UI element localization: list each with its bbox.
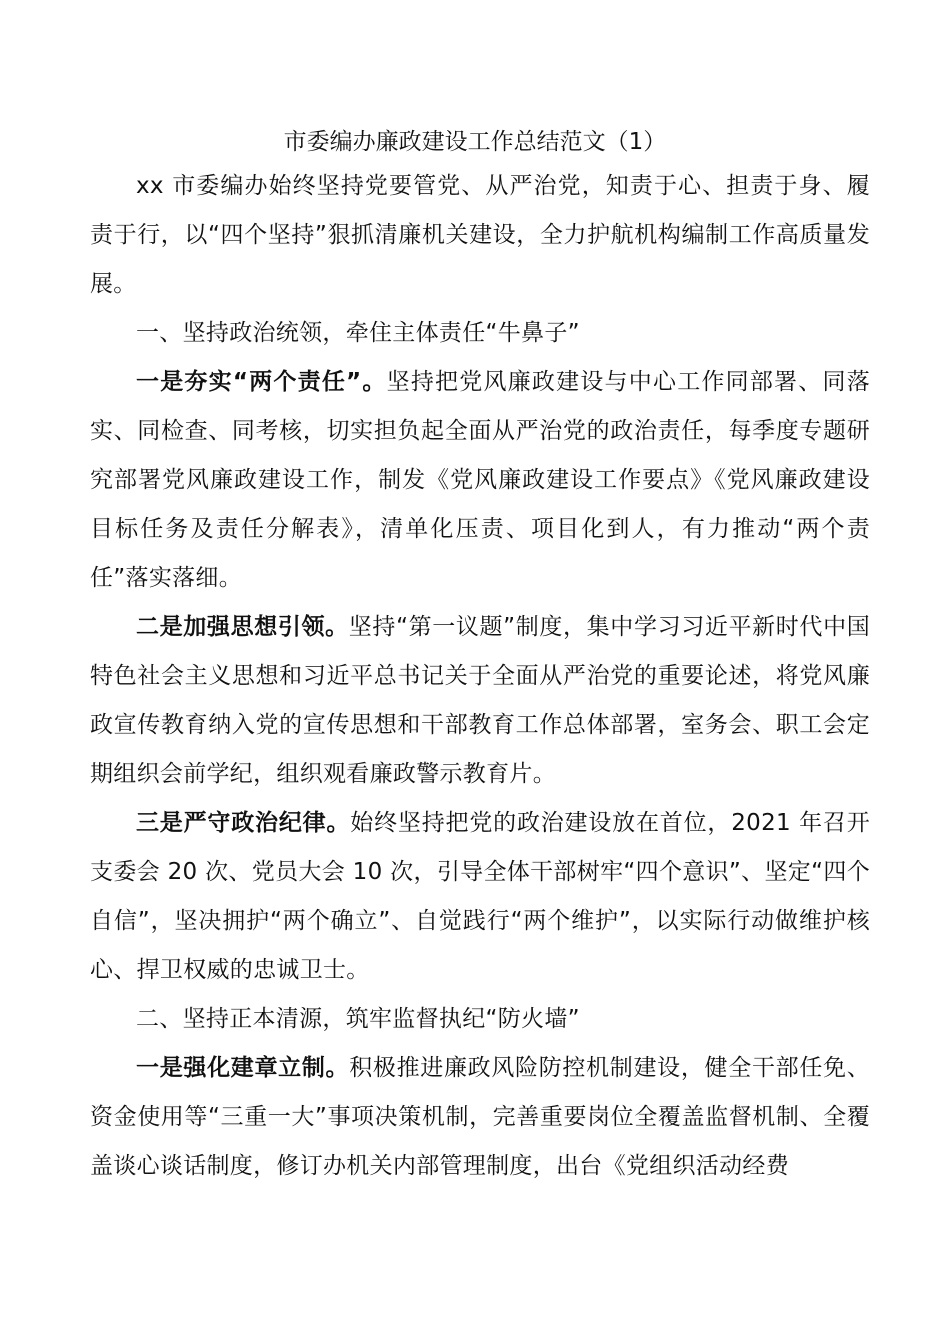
- paragraph-text: 始终坚持把党的政治建设放在首位，2021 年召开支委会 20 次、党员大会 10 次，引导全体干部树牢“四个意识”、坚定“四个自信”，坚决拥护“两个确立”、自觉践行“两个维护”，以实际行动做维护核心、捍卫权威的忠诚卫士。: [90, 810, 870, 983]
- paragraph-intro: [90, 162, 870, 309]
- paragraph-text: 坚持“第一议题”制度，集中学习习近平新时代中国特色社会主义思想和习近平总书记关于全面从严治党的重要论述，将党风廉政宣传教育纳入党的宣传思想和干部教育工作总体部署，室务会、职工会定期组织会前学纪，组织观看廉政警示教育片。: [90, 614, 871, 787]
- section-heading-1: [90, 309, 870, 358]
- paragraph-text: 积极推进廉政风险防控机制建设，健全干部任免、资金使用等“三重一大”事项决策机制，完善重要岗位全覆盖监督机制、全覆盖谈心谈话制度，修订办机关内部管理制度，出台《党组织活动经费: [90, 1055, 870, 1179]
- paragraph-item: [90, 358, 870, 603]
- paragraph-text: 一、坚持政治统领，牵住主体责任“牛鼻子”: [136, 320, 580, 346]
- document-title: 市委编办廉政建设工作总结范文（1）: [283, 129, 667, 155]
- paragraph-item: [90, 603, 870, 799]
- paragraph-lead: 一是夯实“两个责任”。: [136, 369, 387, 395]
- paragraph-text: 二、坚持正本清源，筑牢监督执纪“防火墙”: [136, 1006, 580, 1032]
- paragraph-lead: 一是强化建章立制。: [136, 1055, 350, 1081]
- paragraph-text: 坚持把党风廉政建设与中心工作同部署、同落实、同检查、同考核，切实担负起全面从严治党的政治责任，每季度专题研究部署党风廉政建设工作，制发《党风廉政建设工作要点》《党风廉政建设目标任务及责任分解表》，清单化压责、项目化到人，有力推动“两个责任”落实落细。: [90, 369, 870, 591]
- section-heading-2: [90, 995, 870, 1044]
- document-body: [90, 162, 870, 1191]
- paragraph-item: [90, 1044, 870, 1191]
- paragraph-lead: 三是严守政治纪律。: [136, 810, 351, 836]
- paragraph-text: xx 市委编办始终坚持党要管党、从严治党，知责于心、担责于身、履责于行，以“四个坚持”狠抓清廉机关建设，全力护航机构编制工作高质量发展。: [90, 173, 870, 297]
- paragraph-lead: 二是加强思想引领。: [136, 614, 349, 640]
- paragraph-item: [90, 799, 870, 995]
